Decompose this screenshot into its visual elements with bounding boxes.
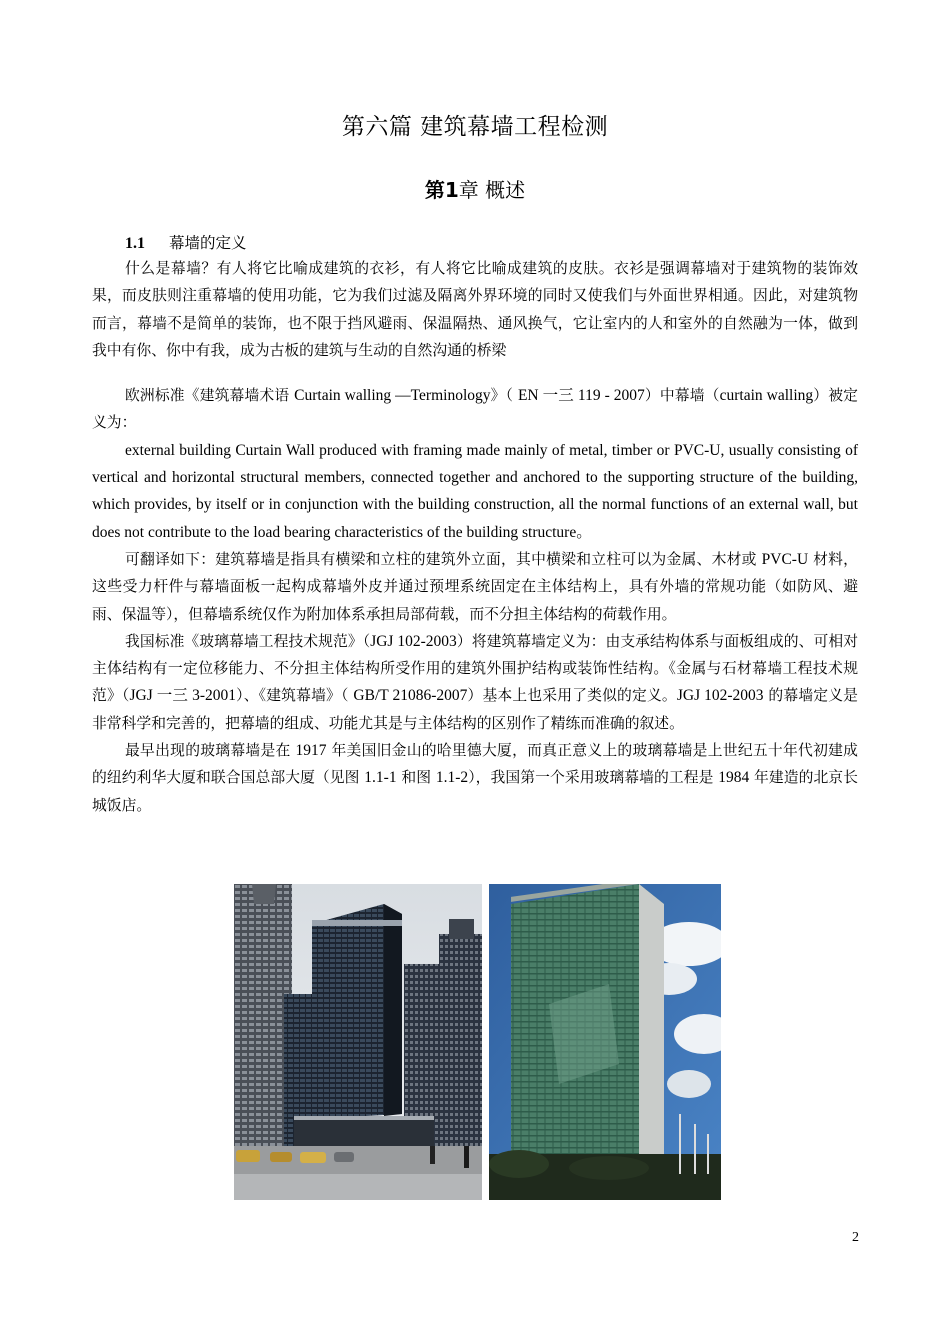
part-title: 第六篇 建筑幕墙工程检测 — [341, 114, 609, 140]
section-heading — [125, 231, 247, 253]
paragraph-translation: 可翻译如下：建筑幕墙是指具有横梁和立柱的建筑外立面，其中横梁和立柱可以为金属、木材或 PVC-U 材料，这些受力杆件与幕墙面板一起构成幕墙外皮并通过预埋系统固定在主体结构上，具有外墙的常规功能（如防风、避雨、保温等），但幕墙系统仅作为附加体系承担局部荷载，而不分担主体结构的荷载作用。 — [92, 550, 858, 623]
paragraph-english-definition: external building Curtain Wall produced with framing made mainly of metal, timber or PVC-U, usually consisting of vertical and horizontal structural members, connected together and anchored to the supporting structure of the building, which provides, by itself or in conjunction with the building construction, all the normal functions of an external wall, but does not contribute to the load bearing characteristics of the building structure。 — [92, 441, 858, 541]
section-title: 幕墙的定义 — [169, 234, 247, 252]
section-number: 1.1 — [125, 235, 145, 252]
body-text — [92, 255, 858, 819]
paragraph-chinese-standard: 我国标准《玻璃幕墙工程技术规范》（JGJ 102-2003）将建筑幕墙定义为：由支承结构体系与面板组成的、可相对主体结构有一定位移能力、不分担主体结构所受作用的建筑外围护结构或装饰性结构。《金属与石材幕墙工程技术规范》（JGJ 一三 3-2001）、《建筑幕墙》（ GB/T 21086-2007）基本上也采用了类似的定义。JGJ 102-2003 的幕墙定义是非常科学和完善的，把幕墙的组成、功能尤其是与主体结构的区别作了精练而准确的叙述。 — [92, 632, 858, 732]
photo-un-headquarters — [489, 884, 721, 1200]
paragraph-european-standard: 欧洲标准《建筑幕墙术语 Curtain walling —Terminology》（ EN 一三 119 - 2007）中幕墙（curtain walling）被定义为： — [92, 387, 858, 432]
page-number: 2 — [852, 1230, 859, 1245]
chapter-number: 第1 — [424, 178, 459, 202]
photo-lever-house — [234, 884, 482, 1200]
chapter-title — [0, 174, 950, 203]
chapter-name: 章 概述 — [458, 178, 526, 202]
paragraph-history: 最早出现的玻璃幕墙是在 1917 年美国旧金山的哈里德大厦，而真正意义上的玻璃幕墙是上世纪五十年代初建成的纽约利华大厦和联合国总部大厦（见图 1.1-1 和图 1.1-2），我国第一个采用玻璃幕墙的工程是 1984 年建造的北京长城饭店。 — [92, 742, 858, 814]
paragraph-intro: 什么是幕墙？有人将它比喻成建筑的衣衫，有人将它比喻成建筑的皮肤。衣衫是强调幕墙对于建筑物的装饰效果，而皮肤则注重幕墙的使用功能，它为我们过滤及隔离外界环境的同时又使我们与外面世界相通。因此，对建筑物而言，幕墙不是简单的装饰，也不限于挡风避雨、保温隔热、通风换气，它让室内的人和室外的自然融为一体，做到我中有你、你中有我，成为古板的建筑与生动的自然沟通的桥梁 — [92, 260, 858, 359]
